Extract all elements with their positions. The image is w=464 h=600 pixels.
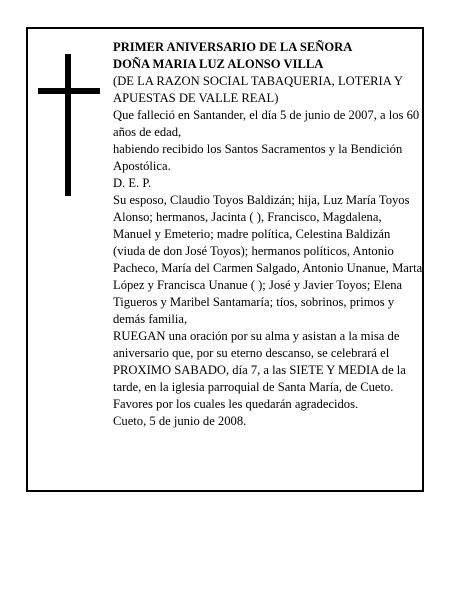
death-info: Que falleció en Santander, el día 5 de junio de 2007, a los 60 años de edad,: [113, 108, 420, 139]
place-date: Cueto, 5 de junio de 2008.: [113, 414, 247, 428]
cross-horizontal-bar: [38, 88, 100, 94]
heading-line-2: DOÑA MARIA LUZ ALONSO VILLA: [113, 57, 324, 71]
cross-icon: [38, 54, 100, 196]
cross-vertical-bar: [65, 54, 71, 196]
mass-request: RUEGAN una oración por su alma y asistan a la misa de aniversario que, por su eterno descanso, se celebrará el PROXIMO SABADO, día 7, a las SIETE Y MEDIA de la tarde, en la iglesia parroquial de Santa María, de Cueto. Favores por los cuales les quedarán agradecidos.: [113, 329, 406, 411]
sacraments: habiendo recibido los Santos Sacramentos y la Bendición Apostólica.: [113, 142, 403, 173]
heading-line-1: PRIMER ANIVERSARIO DE LA SEÑORA: [113, 40, 353, 54]
notice-text: [113, 39, 423, 430]
business-name: (DE LA RAZON SOCIAL TABAQUERIA, LOTERIA Y APUESTAS DE VALLE REAL): [113, 74, 403, 105]
family-list: Su esposo, Claudio Toyos Baldizán; hija, Luz María Toyos Alonso; hermanos, Jacinta ( ), Francisco, Magdalena, Manuel y Emeterio; madre política, Celestina Baldizán (viuda de don José Toyos); hermanos políticos, Antonio Pacheco, María del Carmen Salgado, Antonio Unanue, Marta López y Francisca Unanue ( ); José y Javier Toyos; Elena Tigueros y Maribel Santamaría; tíos, sobrinos, primos y demás familia,: [113, 193, 423, 326]
dep: D. E. P.: [113, 176, 152, 190]
